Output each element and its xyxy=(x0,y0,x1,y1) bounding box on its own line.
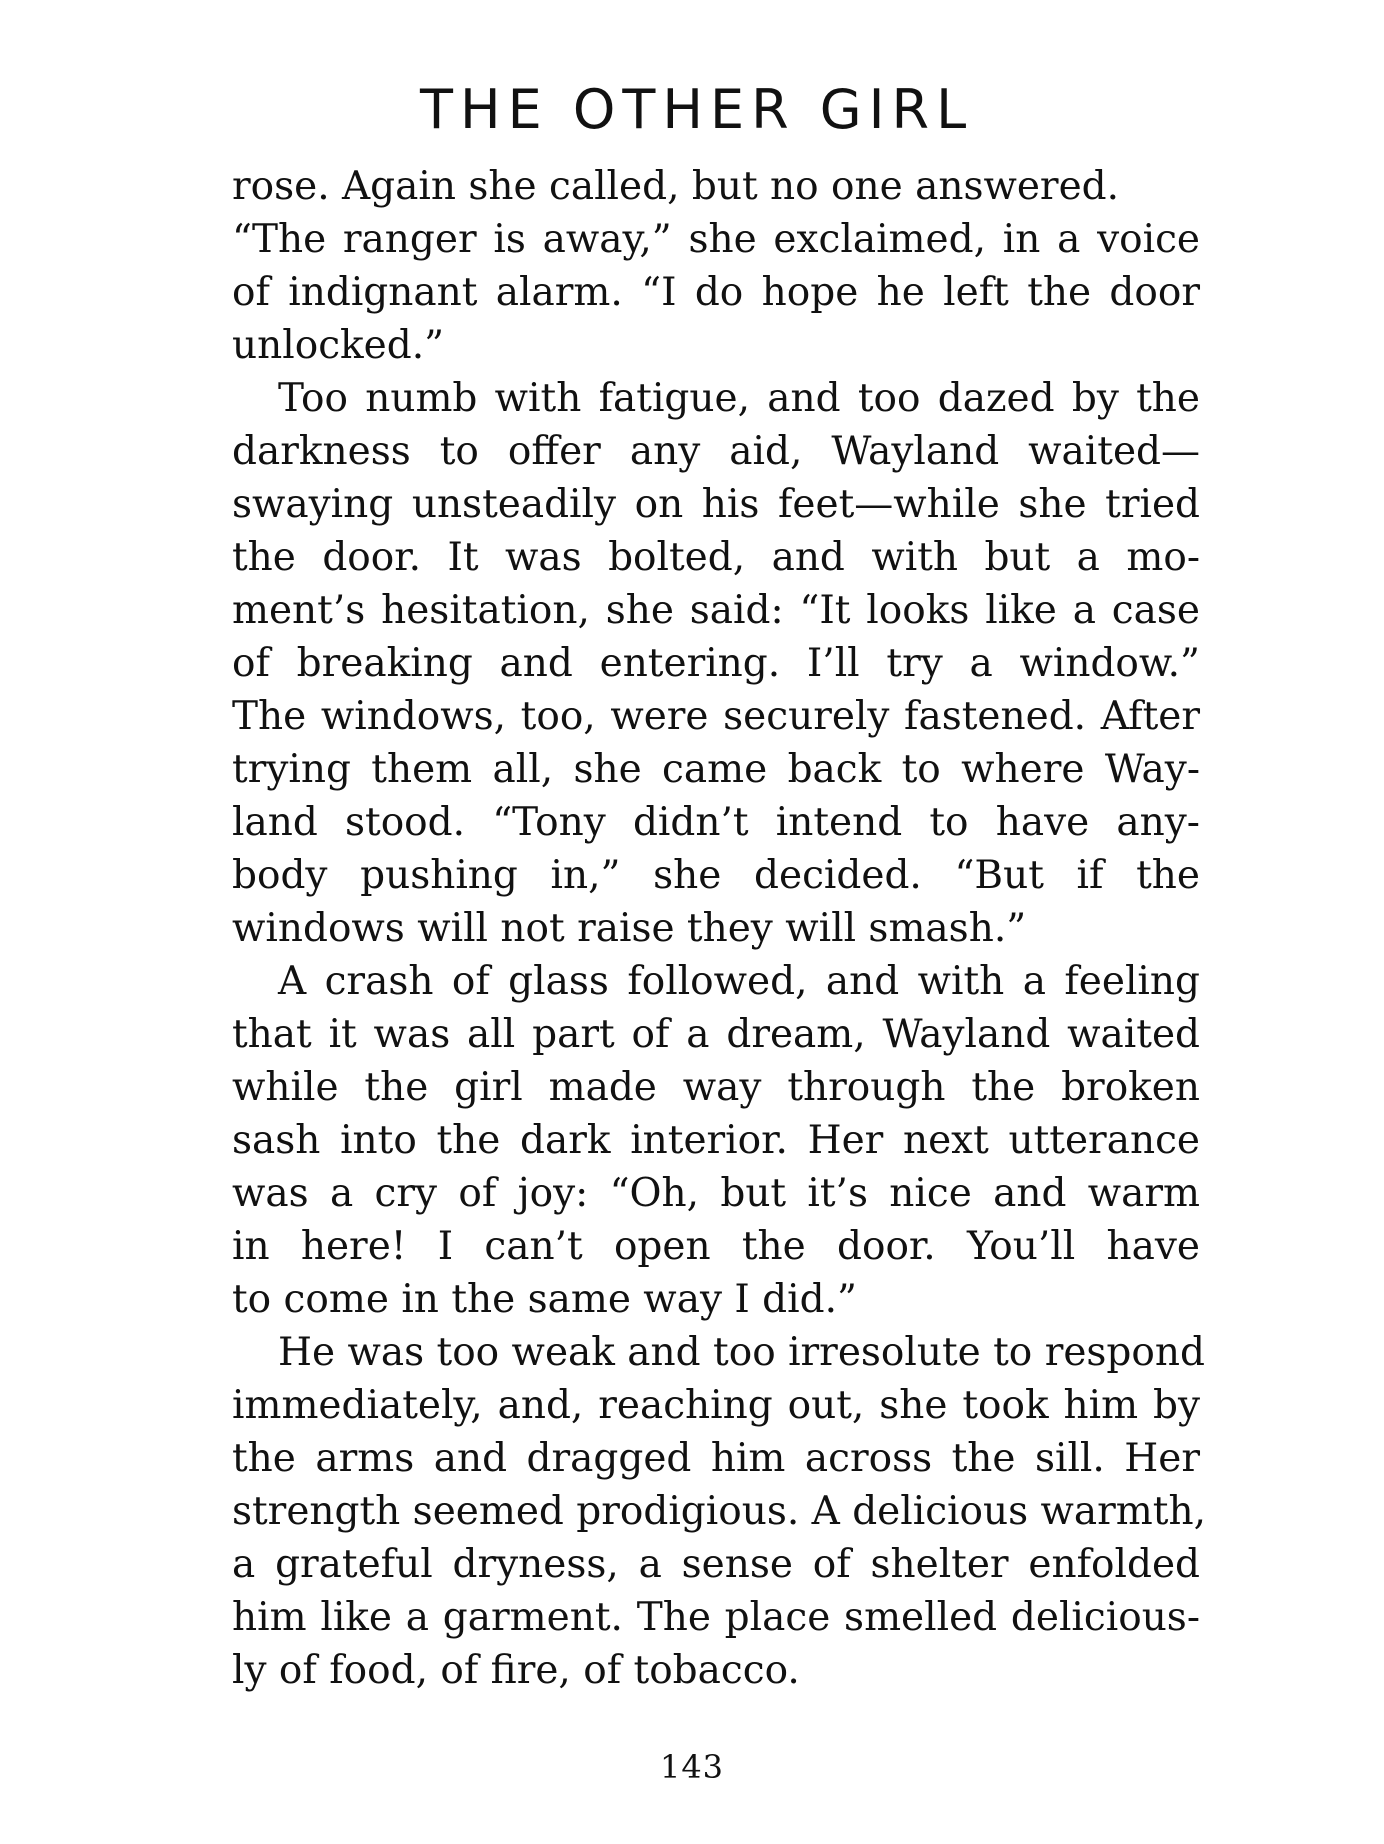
text-line: windows will not raise they will smash.” xyxy=(232,906,1027,951)
text-line: him like a garment. The place smelled delicious- xyxy=(232,1595,1200,1640)
text-line: a grateful dryness, a sense of shelter enfolded xyxy=(232,1542,1200,1587)
text-line: of indignant alarm. “I do hope he left the door xyxy=(232,270,1200,315)
text-line: unlocked.” xyxy=(232,323,445,368)
text-line: was a cry of joy: “Oh, but it’s nice and warm xyxy=(232,1171,1200,1216)
text-line: of breaking and entering. I’ll try a window.” xyxy=(232,641,1200,686)
text-line: ment’s hesitation, she said: “It looks like a case xyxy=(232,588,1200,633)
text-line: darkness to offer any aid, Wayland waited— xyxy=(232,429,1200,474)
text-line: Too numb with fatigue, and too dazed by the xyxy=(278,376,1200,421)
text-line: that it was all part of a dream, Wayland waited xyxy=(232,1012,1200,1057)
text-line: A crash of glass followed, and with a feeling xyxy=(278,959,1200,1004)
text-line: while the girl made way through the broken xyxy=(232,1065,1200,1110)
text-line: ly of food, of fire, of tobacco. xyxy=(232,1648,800,1693)
text-line: “The ranger is away,” she exclaimed, in a voice xyxy=(232,217,1200,262)
text-line: body pushing in,” she decided. “But if the xyxy=(232,853,1200,898)
text-line: swaying unsteadily on his feet—while she tried xyxy=(232,482,1200,527)
running-head: THE OTHER GIRL xyxy=(420,78,974,141)
text-line: land stood. “Tony didn’t intend to have any- xyxy=(232,800,1200,845)
text-line: He was too weak and too irresolute to respond xyxy=(278,1330,1205,1375)
text-line: the door. It was bolted, and with but a mo- xyxy=(232,535,1200,580)
text-line: trying them all, she came back to where Way- xyxy=(232,747,1200,792)
text-line: in here! I can’t open the door. You’ll have xyxy=(232,1224,1200,1269)
text-line: rose. Again she called, but no one answered. xyxy=(232,164,1120,209)
page-number: 143 xyxy=(659,1748,725,1786)
text-line: strength seemed prodigious. A delicious warmth, xyxy=(232,1489,1206,1534)
text-line: immediately, and, reaching out, she took him by xyxy=(232,1383,1200,1428)
text-line: sash into the dark interior. Her next utterance xyxy=(232,1118,1200,1163)
text-line: The windows, too, were securely fastened. After xyxy=(232,694,1200,739)
text-line: to come in the same way I did.” xyxy=(232,1277,857,1322)
text-line: the arms and dragged him across the sill. Her xyxy=(232,1436,1200,1481)
body-text xyxy=(232,160,1206,1697)
